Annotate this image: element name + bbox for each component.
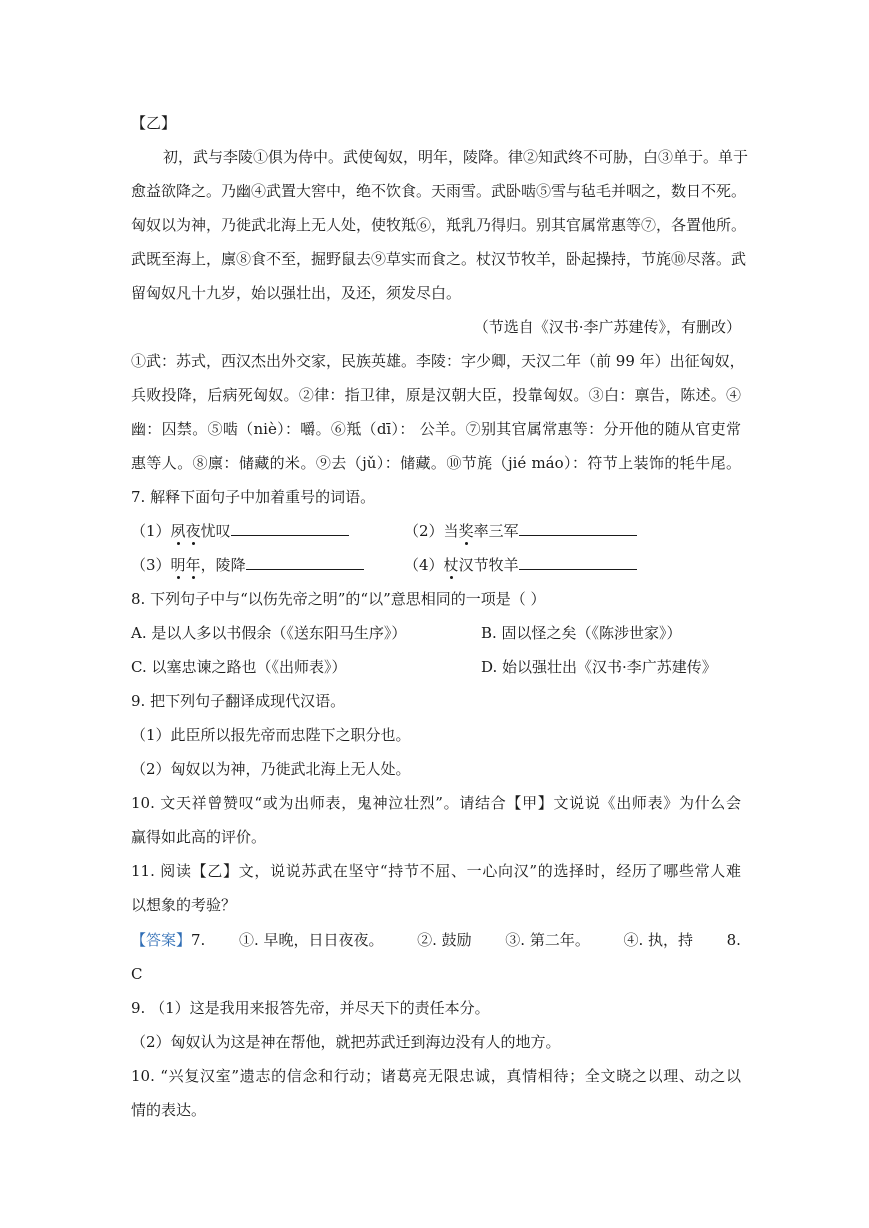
answer-7-1: ①. 早晚，日日夜夜。 (238, 931, 384, 949)
answer-7-2: ②. 鼓励 (417, 931, 472, 949)
note-line: 幽：囚禁。⑤啮（niè）：嚼。⑥羝（dī）： 公羊。⑦别其官属常惠等：分开他的随从官吏常 (131, 420, 741, 438)
question-7-item-2: （2）当奖率三军 (404, 521, 637, 541)
answer-blank[interactable] (519, 521, 637, 536)
answer-7-4: ④. 执，持 (623, 931, 694, 949)
question-7-row (131, 555, 741, 575)
question-8-stem: 8. 下列句子中与“以伤先帝之明”的“以”意思相同的一项是（ ） (131, 590, 546, 608)
answer-blank[interactable] (231, 521, 349, 536)
passage-line: 初，武与李陵①俱为侍中。武使匈奴，明年，陵降。律②知武终不可胁，白③单于。单于 (163, 148, 749, 166)
passage-line: 武既至海上，廪⑧食不至，掘野鼠去⑨草实而食之。杖汉节牧羊，卧起操持，节旄⑩尽落。武 (131, 250, 747, 268)
passage-source: （节选自《汉书·李广苏建传》，有删改） (473, 318, 741, 336)
answer-blank[interactable] (519, 555, 637, 570)
question-8-option-a[interactable]: A. 是以人多以书假余（《送东阳马生序》） (131, 624, 407, 642)
answer-blank[interactable] (246, 555, 364, 570)
answer-8-label: 8. (726, 931, 741, 949)
answer-10-line: 情的表达。 (131, 1101, 207, 1119)
question-11-line: 11. 阅读【乙】文，说说苏武在坚守“持节不屈、一心向汉”的选择时，经历了哪些常人难 (131, 862, 741, 880)
note-line: 兵败投降，后病死匈奴。②律：指卫律，原是汉朝大臣，投靠匈奴。③白：禀告，陈述。④ (131, 386, 741, 404)
question-8-option-d[interactable]: D. 始以强壮出《汉书·李广苏建传》 (481, 658, 717, 676)
question-8-row (131, 657, 741, 677)
question-9-item: （2）匈奴以为神，乃徙武北海上无人处。 (131, 760, 411, 778)
answer-9-line: （2）匈奴认为这是神在帮他，就把苏武迁到海边没有人的地方。 (131, 1033, 561, 1051)
answer-9-line: 9. （1）这是我用来报答先帝，并尽天下的责任本分。 (131, 999, 490, 1017)
question-10-line: 10. 文天祥曾赞叹“或为出师表，鬼神泣壮烈”。请结合【甲】文说说《出师表》为什么会 (131, 794, 741, 812)
question-7-item-1: （1）夙夜忧叹 (131, 522, 349, 540)
question-9-item: （1）此臣所以报先帝而忠陛下之职分也。 (131, 726, 411, 744)
question-8-row (131, 623, 741, 643)
answer-8-value: C (131, 965, 143, 983)
question-7-item-3: （3）明年，陵降 (131, 556, 364, 574)
question-9-stem: 9. 把下列句子翻译成现代汉语。 (131, 692, 346, 710)
question-8-option-c[interactable]: C. 以塞忠谏之路也（《出师表》） (131, 658, 347, 676)
answer-7-3: ③. 第二年。 (505, 931, 590, 949)
passage-line: 匈奴以为神，乃徙武北海上无人处，使牧羝⑥，羝乳乃得归。别其官属常惠等⑦，各置他所。 (131, 216, 747, 234)
question-7-row (131, 521, 741, 541)
question-7-stem: 7. 解释下面句子中加着重号的词语。 (131, 488, 376, 506)
note-line: ①武：苏式，西汉杰出外交家，民族英雄。李陵：字少卿，天汉二年（前 99 年）出征匈奴， (131, 352, 745, 370)
passage-heading: 【乙】 (131, 114, 177, 132)
answer-tag: 【答案】 (131, 931, 192, 949)
passage-line: 愈益欲降之。乃幽④武置大窖中，绝不饮食。天雨雪。武卧啮⑤雪与毡毛并咽之，数日不死。 (131, 182, 747, 200)
question-8-option-b[interactable]: B. 固以怪之矣（《陈涉世家》） (481, 624, 682, 642)
question-11-line: 以想象的考验？ (131, 896, 237, 914)
note-line: 惠等人。⑧廪：储藏的米。⑨去（jǔ）：储藏。⑩节旄（jié máo）：符节上装饰的牦牛尾。 (131, 454, 741, 472)
answer-lead: 【答案】7. (131, 931, 206, 949)
answer-10-line: 10. “兴复汉室”遗志的信念和行动；诸葛亮无限忠诚，真情相待；全文晓之以理、动之以 (131, 1067, 741, 1085)
passage-line: 留匈奴凡十九岁，始以强壮出，及还，须发尽白。 (131, 284, 462, 302)
question-10-line: 赢得如此高的评价。 (131, 828, 267, 846)
question-7-item-4: （4）杖汉节牧羊 (404, 555, 637, 575)
answer-row (131, 930, 741, 950)
